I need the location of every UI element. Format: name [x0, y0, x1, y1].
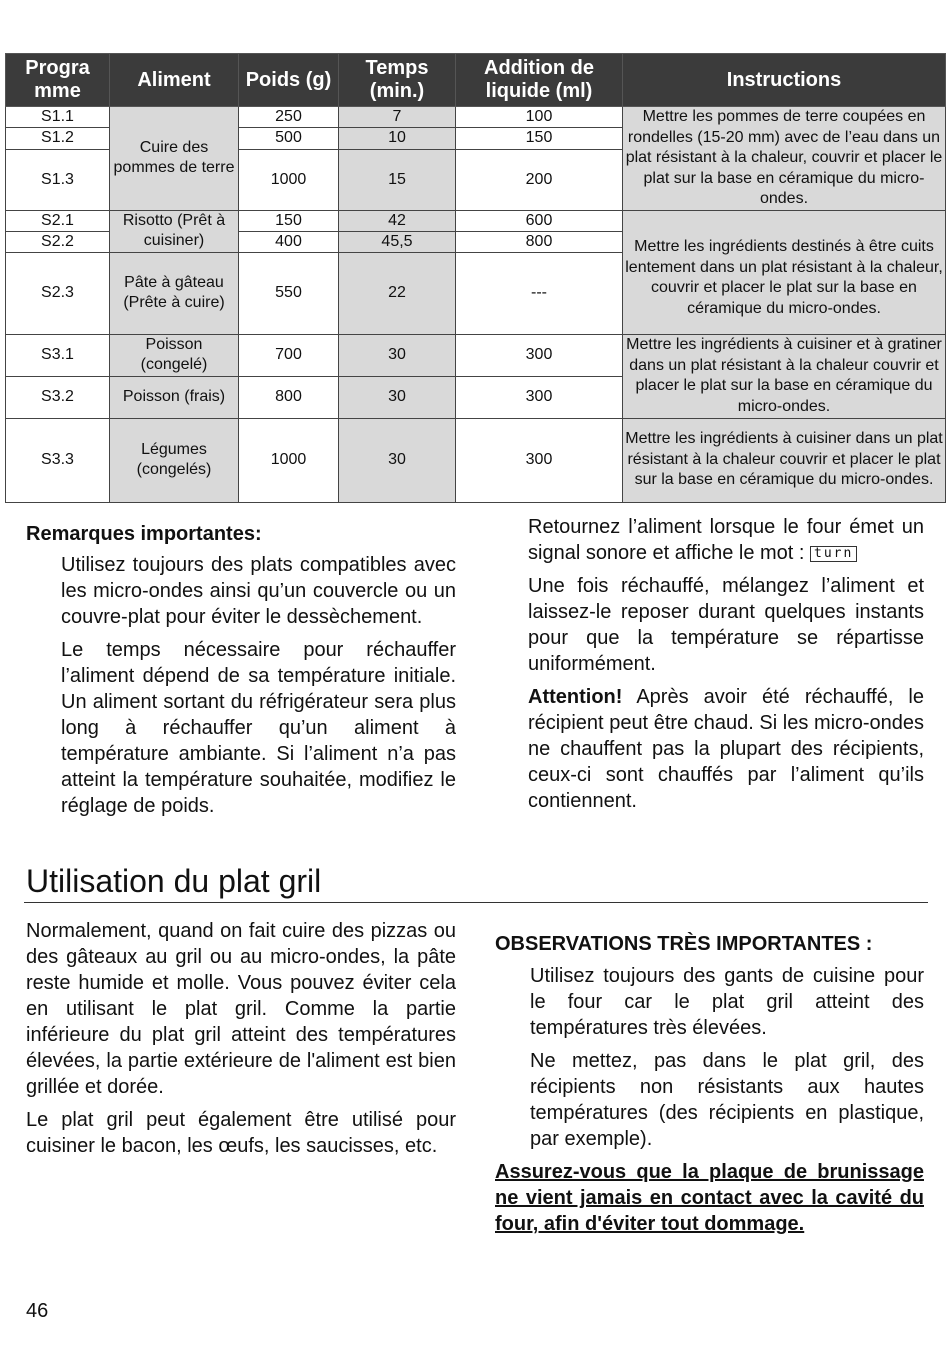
- prog-s2-2: S2.2: [6, 231, 110, 252]
- attention-text: Après avoir été réchauffé, le récipient peut être chaud. Si les micro-ondes ne chauffent pas la plupart des récipients, ceux-ci sont chauffés par l’aliment qu’ils contiennent.: [528, 686, 924, 812]
- instructions-s2: Mettre les ingrédients destinés à être cuits lentement dans un plat résistant à la chaleur, couvrir et placer le plat sur la base en céramique du micro-ondes.: [623, 210, 946, 334]
- header-aliment: Aliment: [110, 54, 239, 107]
- temps-cell: 7: [339, 107, 456, 128]
- remarques-r1: Retournez l’aliment lorsque le four émet un signal sonore et affiche le mot :: [528, 516, 924, 564]
- prog-s1-1: S1.1: [6, 107, 110, 128]
- poids-cell: 800: [239, 376, 339, 418]
- poids-cell: 1000: [239, 418, 339, 502]
- poids-cell: 1000: [239, 149, 339, 210]
- liquide-cell: ---: [456, 252, 623, 334]
- remarques-right: [528, 514, 924, 814]
- liquide-cell: 200: [456, 149, 623, 210]
- observations-p2: Ne mettez, pas dans le plat gril, des récipients non résistants aux hautes températures (des récipients en plastique, par exemple).: [530, 1050, 924, 1150]
- aliment-poisson-frais: Poisson (frais): [110, 376, 239, 418]
- observations-title: OBSERVATIONS TRÈS IMPORTANTES :: [495, 933, 873, 955]
- section-title: Utilisation du plat gril: [26, 863, 322, 899]
- liquide-cell: 300: [456, 376, 623, 418]
- temps-cell: 30: [339, 418, 456, 502]
- instructions-s1: Mettre les pommes de terre coupées en rondelles (15-20 mm) avec de l’eau dans un plat résistant à la chaleur, couvrir et placer le plat sur la base en céramique du micro-ondes.: [623, 107, 946, 211]
- header-temps: Temps (min.): [339, 54, 456, 107]
- temps-cell: 22: [339, 252, 456, 334]
- remarques-title: Remarques importantes:: [26, 523, 262, 545]
- prog-s2-1: S2.1: [6, 210, 110, 231]
- section-divider: [24, 902, 928, 903]
- poids-cell: 250: [239, 107, 339, 128]
- remarques-p2: Le temps nécessaire pour réchauffer l’aliment dépend de sa température initiale. Un aliment sortant du réfrigérateur sera plus long à réchauffer qu’un aliment à température ambiante. Si l’aliment n’a pas atteint la température souhaitée, modifiez le réglage de poids.: [61, 639, 456, 817]
- liquide-cell: 300: [456, 418, 623, 502]
- prog-s1-3: S1.3: [6, 149, 110, 210]
- warning-text: Assurez-vous que la plaque de brunissage ne vient jamais en contact avec la cavité du four, afin d'éviter tout dommage.: [495, 1161, 924, 1235]
- temps-cell: 30: [339, 334, 456, 376]
- aliment-pommes: Cuire des pommes de terre: [110, 107, 239, 211]
- aliment-legumes: Légumes (congelés): [110, 418, 239, 502]
- instructions-s3a: Mettre les ingrédients à cuisiner et à gratiner dans un plat résistant à la chaleur couvrir et placer le plat sur la base en céramique du micro-ondes.: [623, 334, 946, 418]
- prog-s2-3: S2.3: [6, 252, 110, 334]
- prog-s1-2: S1.2: [6, 128, 110, 149]
- table-row: [6, 210, 946, 231]
- page-number: 46: [26, 1300, 49, 1322]
- attention-para: [528, 684, 924, 814]
- aliment-gateau: Pâte à gâteau (Prête à cuire): [110, 252, 239, 334]
- header-poids: Poids (g): [239, 54, 339, 107]
- liquide-cell: 300: [456, 334, 623, 376]
- attention-label: Attention!: [528, 686, 623, 708]
- header-programme: Progra mme: [6, 54, 110, 107]
- header-instructions: Instructions: [623, 54, 946, 107]
- remarques-p1: Utilisez toujours des plats compatibles avec les micro-ondes ainsi qu’un couvercle ou un couvre-plat pour éviter le dessèchement.: [61, 554, 456, 628]
- aliment-risotto: Risotto (Prêt à cuisiner): [110, 210, 239, 252]
- section-left: [26, 918, 456, 1159]
- instructions-s3b: Mettre les ingrédients à cuisiner dans un plat résistant à la chaleur couvrir et placer le plat sur la base en céramique du micro-ondes.: [623, 418, 946, 502]
- observations-p1: Utilisez toujours des gants de cuisine pour le four car le plat gril atteint des températures très élevées.: [530, 965, 924, 1039]
- poids-cell: 700: [239, 334, 339, 376]
- poids-cell: 400: [239, 231, 339, 252]
- table-row: [6, 107, 946, 128]
- remarques-r2: Une fois réchauffé, mélangez l’aliment et laissez-le reposer durant quelques instants pour que la température se répartisse uniformément.: [528, 575, 924, 675]
- temps-cell: 30: [339, 376, 456, 418]
- remarques-left: [26, 521, 456, 819]
- table-row: [6, 334, 946, 376]
- section-p1: Normalement, quand on fait cuire des pizzas ou des gâteaux au gril ou au micro-ondes, la pâte reste humide et molle. Vous pouvez éviter cela en utilisant le plat gril. Comme la partie inférieure du plat gril atteint des températures élevées, la partie extérieure de l'aliment est bien grillée et dorée.: [26, 920, 456, 1098]
- liquide-cell: 800: [456, 231, 623, 252]
- section-right: [495, 931, 924, 1237]
- poids-cell: 550: [239, 252, 339, 334]
- table-row: [6, 418, 946, 502]
- prog-s3-3: S3.3: [6, 418, 110, 502]
- prog-s3-2: S3.2: [6, 376, 110, 418]
- remarques-r1-para: [528, 514, 924, 566]
- header-liquide: Addition de liquide (ml): [456, 54, 623, 107]
- temps-cell: 42: [339, 210, 456, 231]
- poids-cell: 500: [239, 128, 339, 149]
- temps-cell: 45,5: [339, 231, 456, 252]
- temps-cell: 10: [339, 128, 456, 149]
- turn-display: turn: [810, 546, 857, 562]
- liquide-cell: 600: [456, 210, 623, 231]
- programs-table: [5, 53, 946, 503]
- poids-cell: 150: [239, 210, 339, 231]
- liquide-cell: 100: [456, 107, 623, 128]
- liquide-cell: 150: [456, 128, 623, 149]
- temps-cell: 15: [339, 149, 456, 210]
- prog-s3-1: S3.1: [6, 334, 110, 376]
- aliment-poisson-congele: Poisson (congelé): [110, 334, 239, 376]
- section-p2: Le plat gril peut également être utilisé pour cuisiner le bacon, les œufs, les saucisses, etc.: [26, 1109, 456, 1157]
- table-header-row: [6, 54, 946, 107]
